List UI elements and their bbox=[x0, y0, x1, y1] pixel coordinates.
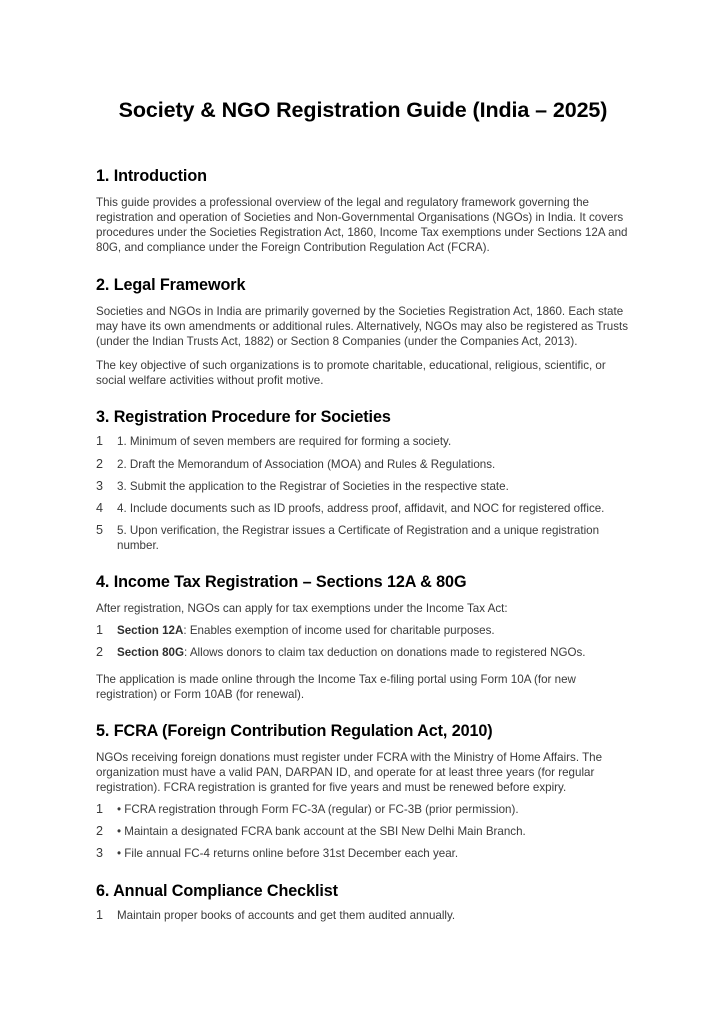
list-item bbox=[96, 479, 630, 494]
list-item-text: 3. Submit the application to the Registrar of Societies in the respective state. bbox=[117, 479, 509, 493]
section-paragraph: Societies and NGOs in India are primarily governed by the Societies Registration Act, 1860. Each state may have its own amendments or additional rules. Alternatively, NGOs may also be registered as Trusts (under the Indian Trusts Act, 1882) or Section 8 Companies (under the Companies Act, 2013). bbox=[96, 304, 629, 348]
section-heading: 4. Income Tax Registration – Sections 12A & 80G bbox=[96, 573, 467, 592]
section-outro-paragraph: The application is made online through the Income Tax e-filing portal using Form 10A (for new registration) or Form 10AB (for renewal). bbox=[96, 672, 576, 701]
list-item-text: • FCRA registration through Form FC-3A (regular) or FC-3B (prior permission). bbox=[117, 803, 519, 817]
list-item-text: Maintain proper books of accounts and get them audited annually. bbox=[117, 908, 456, 922]
list-item-text: 1. Minimum of seven members are required for forming a society. bbox=[117, 435, 452, 449]
list-item bbox=[96, 434, 630, 449]
list-item bbox=[96, 824, 630, 839]
list-item bbox=[96, 523, 630, 553]
list-item-lead: Section 80G bbox=[117, 646, 185, 660]
section-heading: 2. Legal Framework bbox=[96, 275, 246, 294]
fcra-requirements-list bbox=[96, 795, 630, 861]
annual-compliance-list bbox=[96, 901, 630, 923]
section-income-tax-registration bbox=[96, 553, 630, 702]
section-registration-procedure bbox=[96, 388, 630, 553]
section-legal-framework bbox=[96, 256, 630, 389]
section-heading: 5. FCRA (Foreign Contribution Regulation Act, 2010) bbox=[96, 721, 493, 740]
page-title: Society & NGO Registration Guide (India – 2025) bbox=[118, 98, 608, 122]
list-item bbox=[96, 846, 630, 861]
section-fcra bbox=[96, 702, 630, 862]
section-paragraph: The key objective of such organizations is to promote charitable, educational, religious, scientific, or social welfare activities without profit motive. bbox=[96, 359, 606, 388]
list-item bbox=[96, 908, 630, 923]
list-item bbox=[96, 802, 630, 817]
income-tax-sections-list bbox=[96, 616, 630, 660]
list-item-text: 2. Draft the Memorandum of Association (MOA) and Rules & Regulations. bbox=[117, 457, 496, 471]
list-item-lead: Section 12A bbox=[117, 624, 184, 638]
list-item-text: 4. Include documents such as ID proofs, address proof, affidavit, and NOC for registered office. bbox=[117, 501, 605, 515]
list-item-text: • Maintain a designated FCRA bank account at the SBI New Delhi Main Branch. bbox=[117, 825, 526, 839]
list-item bbox=[96, 645, 630, 660]
list-item bbox=[96, 457, 630, 472]
section-heading: 3. Registration Procedure for Societies bbox=[96, 408, 391, 427]
list-item-text: • File annual FC-4 returns online before 31st December each year. bbox=[117, 847, 459, 861]
section-paragraph: This guide provides a professional overview of the legal and regulatory framework governing the registration and operation of Societies and Non-Governmental Organisations (NGOs) in India. It covers procedures under the Societies Registration Act, 1860, Income Tax exemptions under Sections 12A and 80G, and compliance under the Foreign Contribution Regulation Act (FCRA). bbox=[96, 196, 628, 255]
section-heading: 6. Annual Compliance Checklist bbox=[96, 881, 338, 900]
section-introduction bbox=[96, 124, 630, 256]
list-item-text: : Enables exemption of income used for charitable purposes. bbox=[183, 624, 495, 638]
list-item-text: : Allows donors to claim tax deduction on donations made to registered NGOs. bbox=[184, 646, 586, 660]
section-intro-paragraph: NGOs receiving foreign donations must register under FCRA with the Ministry of Home Affairs. The organization must have a valid PAN, DARPAN ID, and operate for at least three years (for regular registration). FCRA registration is granted for five years and must be renewed before expiry. bbox=[96, 751, 603, 795]
list-item-text: 5. Upon verification, the Registrar issues a Certificate of Registration and a unique registration number. bbox=[117, 523, 600, 552]
section-intro-paragraph: After registration, NGOs can apply for tax exemptions under the Income Tax Act: bbox=[96, 602, 508, 616]
list-item bbox=[96, 501, 630, 516]
list-item bbox=[96, 623, 630, 638]
registration-procedure-list bbox=[96, 427, 630, 553]
document-content bbox=[96, 0, 630, 923]
section-heading: 1. Introduction bbox=[96, 166, 207, 185]
section-annual-compliance bbox=[96, 862, 630, 923]
